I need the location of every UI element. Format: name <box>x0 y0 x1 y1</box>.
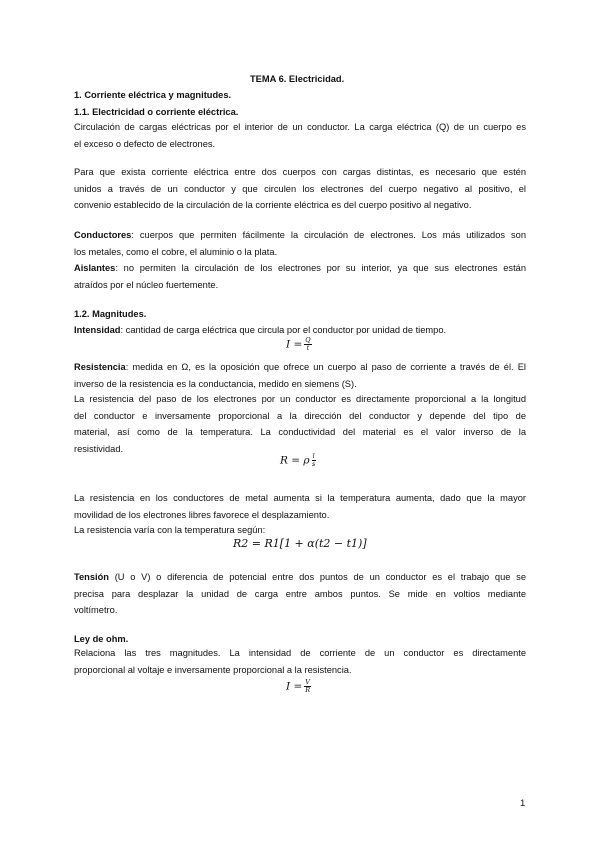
paragraph-conductores: Conductores: cuerpos que permiten fácilmente la circulación de electrones. Los más utilizados son los metales, como el cobre, el aluminio o la plata. <box>74 230 526 257</box>
paragraph-aislantes: Aislantes: no permiten la circulación de los electrones por su interior, ya que sus electrones están atraídos por el núcleo fuertemente. <box>74 263 526 290</box>
paragraph-intensidad: Intensidad: cantidad de carga eléctrica que circula por el conductor por unidad de tiempo. <box>74 325 447 335</box>
paragraph-temperatura-formula-intro: La resistencia varía con la temperatura según: <box>74 525 266 535</box>
section-1-heading: 1. Corriente eléctrica y magnitudes. <box>74 90 232 100</box>
page-title: TEMA 6. Electricidad. <box>250 74 345 84</box>
ley-ohm-heading: Ley de ohm. <box>74 634 129 644</box>
paragraph-definition: Circulación de cargas eléctricas por el interior de un conductor. La carga eléctrica (Q) de un cuerpo es el exceso o defecto de electrones. <box>74 122 526 149</box>
equation-temperatura: R2 = R1[1 + α(t2 − t1)] <box>233 537 367 550</box>
paragraph-tension: Tensión (U o V) o diferencia de potencial entre dos puntos de un conductor es el trabajo que se precisa para desplazar la unidad de carga entre ambos puntos. Se mide en voltios mediante voltímetro. <box>74 572 526 615</box>
equation-resistencia: R = ρ $\frac{l}{s}$ <box>280 452 316 468</box>
equation-ley-ohm: I = $\frac{V}{R}$ <box>286 678 311 694</box>
equation-intensidad: I = $\frac{Q}{t}$ <box>286 336 311 352</box>
paragraph-ley-ohm: Relaciona las tres magnitudes. La intensidad de corriente de un conductor es directamente proporcional al voltaje e inversamente proporcional a la resistencia. <box>74 648 526 675</box>
paragraph-resistencia: Resistencia: medida en Ω, es la oposición que ofrece un cuerpo al paso de corriente a través de él. El inverso de la resistencia es la conductancia, medido en siemens (S). <box>74 362 526 389</box>
paragraph-resistividad: La resistencia del paso de los electrones por un conductor es directamente proporcional a la longitud del conductor e inversamente proporcional a la dirección del conductor y depende del tipo de material, así como de la temperatura. La conductividad del material es el valor inverso de la resistividad. <box>74 394 526 454</box>
paragraph-temperatura: La resistencia en los conductores de metal aumenta si la temperatura aumenta, dado que la mayor movilidad de los electrones libres favorece el desplazamiento. <box>74 493 526 520</box>
section-1-1-heading: 1.1. Electricidad o corriente eléctrica. <box>74 107 239 117</box>
paragraph-current-flow: Para que exista corriente eléctrica entre dos cuerpos con cargas distintas, es necesario que estén unidos a través de un conductor y que circulen los electrones del cuerpo negativo al positivo, el convenio establecido de la circulación de la corriente eléctrica es del cuerpo positivo al negativo. <box>74 167 526 210</box>
section-1-2-heading: 1.2. Magnitudes. <box>74 309 147 319</box>
page-number: 1 <box>520 798 526 809</box>
